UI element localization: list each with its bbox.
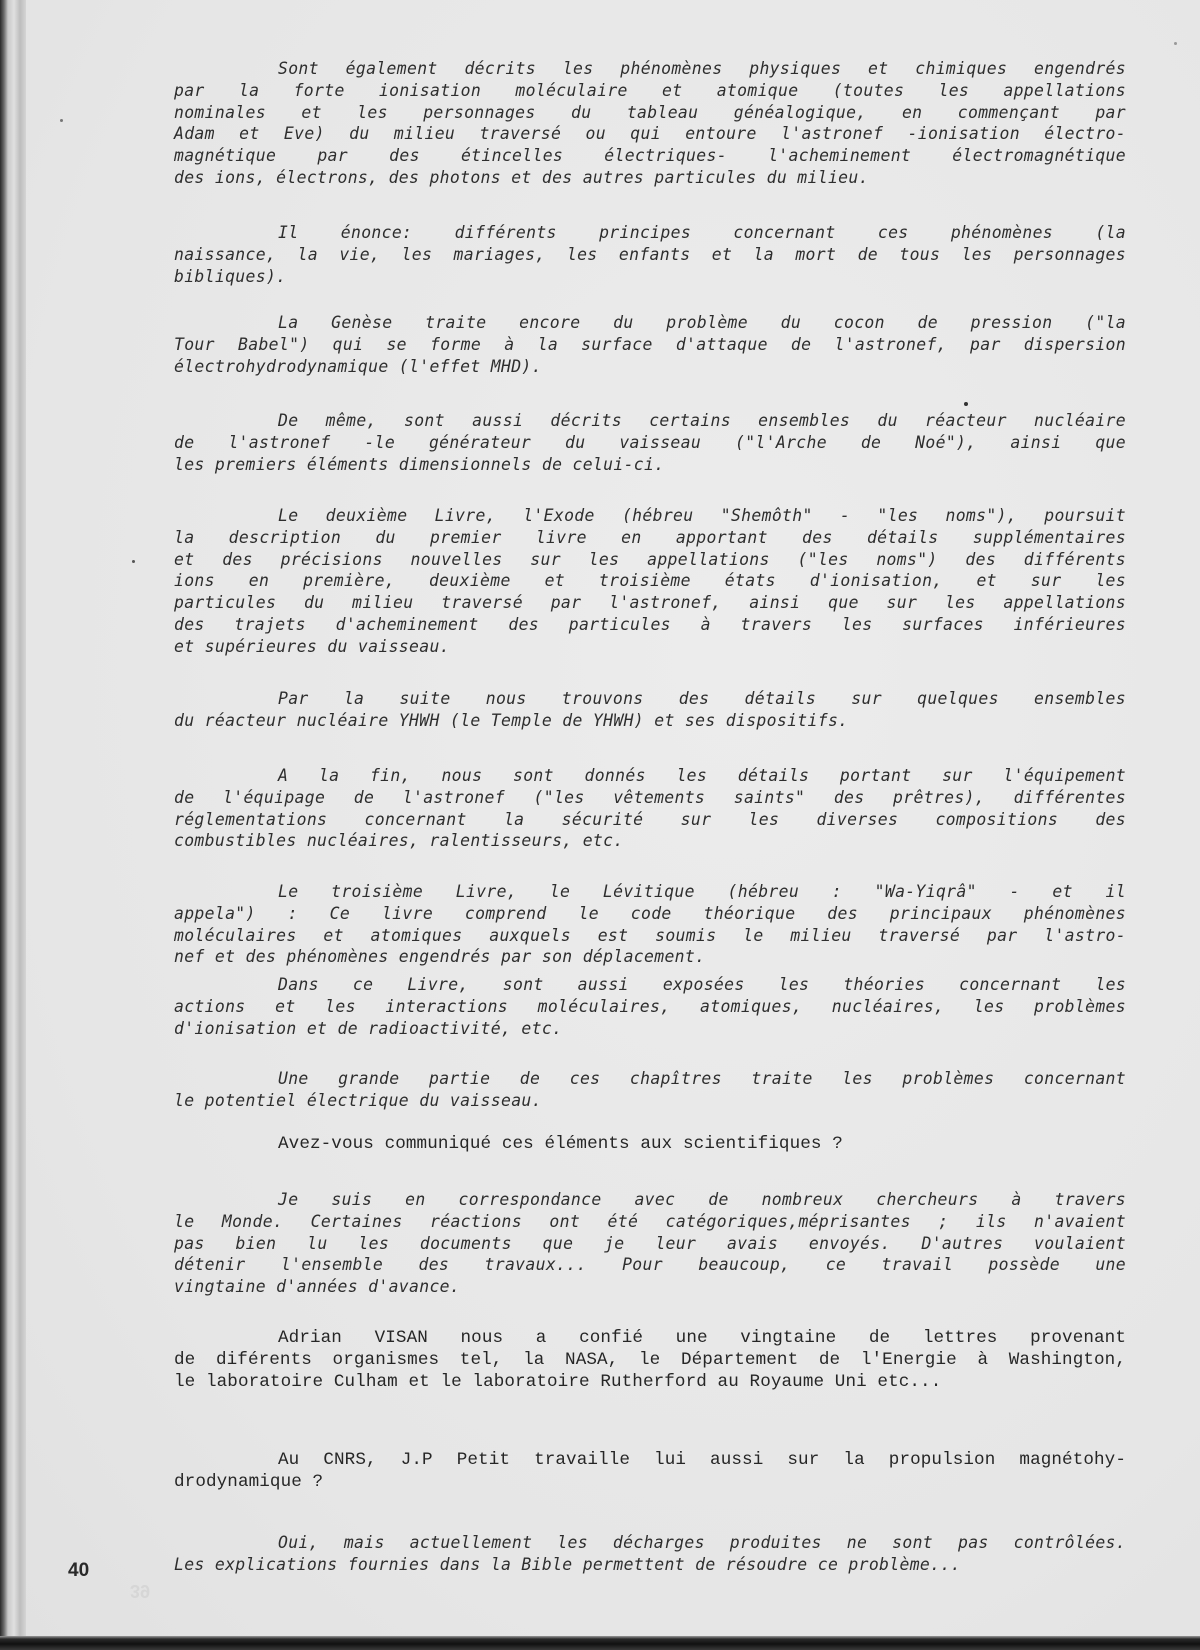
question-paragraph [174, 1133, 1126, 1155]
text-line: détenir l'ensemble des travaux... Pour beaucoup, ce travail possède une [174, 1255, 1126, 1275]
answer-paragraph [174, 974, 1126, 1039]
text-line: par la forte ionisation moléculaire et atomique (toutes les appellations [174, 80, 1126, 100]
bleed-through-page-number: 39 [130, 1581, 151, 1601]
text-line: moléculaires et atomiques auxquels est soumis le milieu traversé par l'astro- [174, 925, 1126, 945]
text-line: Par la suite nous trouvons des détails sur quelques ensembles [278, 689, 1126, 708]
text-line: Sont également décrits les phénomènes physiques et chimiques engendrés [278, 59, 1126, 78]
text-line: nef et des phénomènes engendrés par son déplacement. [174, 947, 706, 967]
text-line: la description du premier livre en apportant des détails supplémentaires [174, 527, 1126, 547]
text-line: de diférents organismes tel, la NASA, le Département de l'Energie à Washington, [174, 1350, 1126, 1370]
answer-paragraph [174, 1532, 1126, 1576]
text-line: électrohydrodynamique (l'effet MHD). [174, 356, 542, 376]
text-line: les premiers éléments dimensionnels de celui-ci. [174, 454, 665, 474]
text-line: pas bien lu les documents que je leur avais envoyés. D'autres voulaient [174, 1233, 1126, 1253]
text-line: Une grande partie de ces chapîtres traite les problèmes concernant [278, 1069, 1126, 1088]
text-line: Tour Babel") qui se forme à la surface d'attaque de l'astronef, par dispersion [174, 334, 1126, 354]
text-line: La Genèse traite encore du problème du cocon de pression ("la [278, 313, 1126, 332]
answer-paragraph [174, 688, 1126, 732]
answer-paragraph [174, 410, 1126, 475]
text-line: le laboratoire Culham et le laboratoire Rutherford au Royaume Uni etc... [174, 1372, 942, 1392]
text-line: et supérieures du vaisseau. [174, 636, 450, 656]
text-line: Avez-vous communiqué ces éléments aux scientifiques ? [278, 1134, 843, 1154]
text-line: De même, sont aussi décrits certains ensembles du réacteur nucléaire [278, 411, 1126, 430]
page-number: 40 [68, 1560, 90, 1581]
answer-paragraph [174, 881, 1126, 968]
scan-speck [60, 119, 63, 122]
text-line: A la fin, nous sont donnés les détails portant sur l'équipement [278, 766, 1126, 785]
answer-paragraph [174, 765, 1126, 852]
text-line: ions en première, deuxième et troisième états d'ionisation, et sur les [174, 571, 1126, 591]
text-line: Les explications fournies dans la Bible permettent de résoudre ce problème... [174, 1554, 961, 1574]
text-line: Il énonce: différents principes concernant ces phénomènes (la [278, 223, 1126, 242]
text-line: particules du milieu traversé par l'astronef, ainsi que sur les appellations [174, 593, 1126, 613]
answer-paragraph [174, 505, 1126, 658]
question-paragraph [174, 1449, 1126, 1493]
text-line: de l'astronef -le générateur du vaisseau ("l'Arche de Noé"), ainsi que [174, 432, 1126, 452]
text-line: appela") : Ce livre comprend le code théorique des principaux phénomènes [174, 903, 1126, 923]
text-line: Adam et Eve) du milieu traversé ou qui entoure l'astronef -ionisation électro- [174, 124, 1126, 144]
scan-speck [964, 402, 968, 406]
book-binding-edge [0, 0, 26, 1650]
text-line: naissance, la vie, les mariages, les enfants et la mort de tous les personnages [174, 244, 1126, 264]
text-line: Je suis en correspondance avec de nombreux chercheurs à travers [278, 1190, 1126, 1209]
text-line: de l'équipage de l'astronef ("les vêtements saints" des prêtres), différentes [174, 787, 1126, 807]
text-line: magnétique par des étincelles électriques- l'acheminement électromagnétique [174, 146, 1126, 166]
answer-paragraph [174, 222, 1126, 287]
text-line: des ions, électrons, des photons et des autres particules du milieu. [174, 167, 869, 187]
text-line: le Monde. Certaines réactions ont été catégoriques,méprisantes ; ils n'avaient [174, 1211, 1126, 1231]
text-line: d'ionisation et de radioactivité, etc. [174, 1018, 563, 1038]
text-line: des trajets d'acheminement des particules à travers les surfaces inférieures [174, 614, 1126, 634]
text-line: réglementations concernant la sécurité sur les diverses compositions des [174, 809, 1126, 829]
text-line: nominales et les personnages du tableau généalogique, en commençant par [174, 102, 1126, 122]
text-line: Dans ce Livre, sont aussi exposées les théories concernant les [278, 975, 1126, 994]
text-line: Oui, mais actuellement les décharges produites ne sont pas contrôlées. [278, 1533, 1126, 1552]
page-bottom-edge [0, 1636, 1200, 1650]
text-line: Au CNRS, J.P Petit travaille lui aussi sur la propulsion magnétohy- [278, 1450, 1126, 1470]
question-paragraph [174, 1327, 1126, 1393]
text-line: bibliques). [174, 266, 287, 286]
scan-speck [1174, 42, 1177, 45]
text-line: actions et les interactions moléculaires, atomiques, nucléaires, les problèmes [174, 996, 1126, 1016]
text-line: et des précisions nouvelles sur les appellations ("les noms") des différents [174, 549, 1126, 569]
document-page [26, 0, 1200, 1636]
text-line: du réacteur nucléaire YHWH (le Temple de YHWH) et ses dispositifs. [174, 710, 849, 730]
text-line: drodynamique ? [174, 1472, 324, 1492]
text-line: Le deuxième Livre, l'Exode (hébreu "Shemôth" - "les noms"), poursuit [278, 506, 1126, 525]
answer-paragraph [174, 1068, 1126, 1112]
answer-paragraph [174, 58, 1126, 189]
text-line: Le troisième Livre, le Lévitique (hébreu : "Wa-Yiqrâ" - et il [278, 882, 1126, 901]
scan-speck [132, 560, 135, 563]
text-line: le potentiel électrique du vaisseau. [174, 1090, 542, 1110]
text-line: Adrian VISAN nous a confié une vingtaine de lettres provenant [278, 1328, 1126, 1348]
text-line: combustibles nucléaires, ralentisseurs, etc. [174, 831, 624, 851]
answer-paragraph [174, 1189, 1126, 1298]
text-line: vingtaine d'années d'avance. [174, 1277, 461, 1297]
answer-paragraph [174, 312, 1126, 377]
